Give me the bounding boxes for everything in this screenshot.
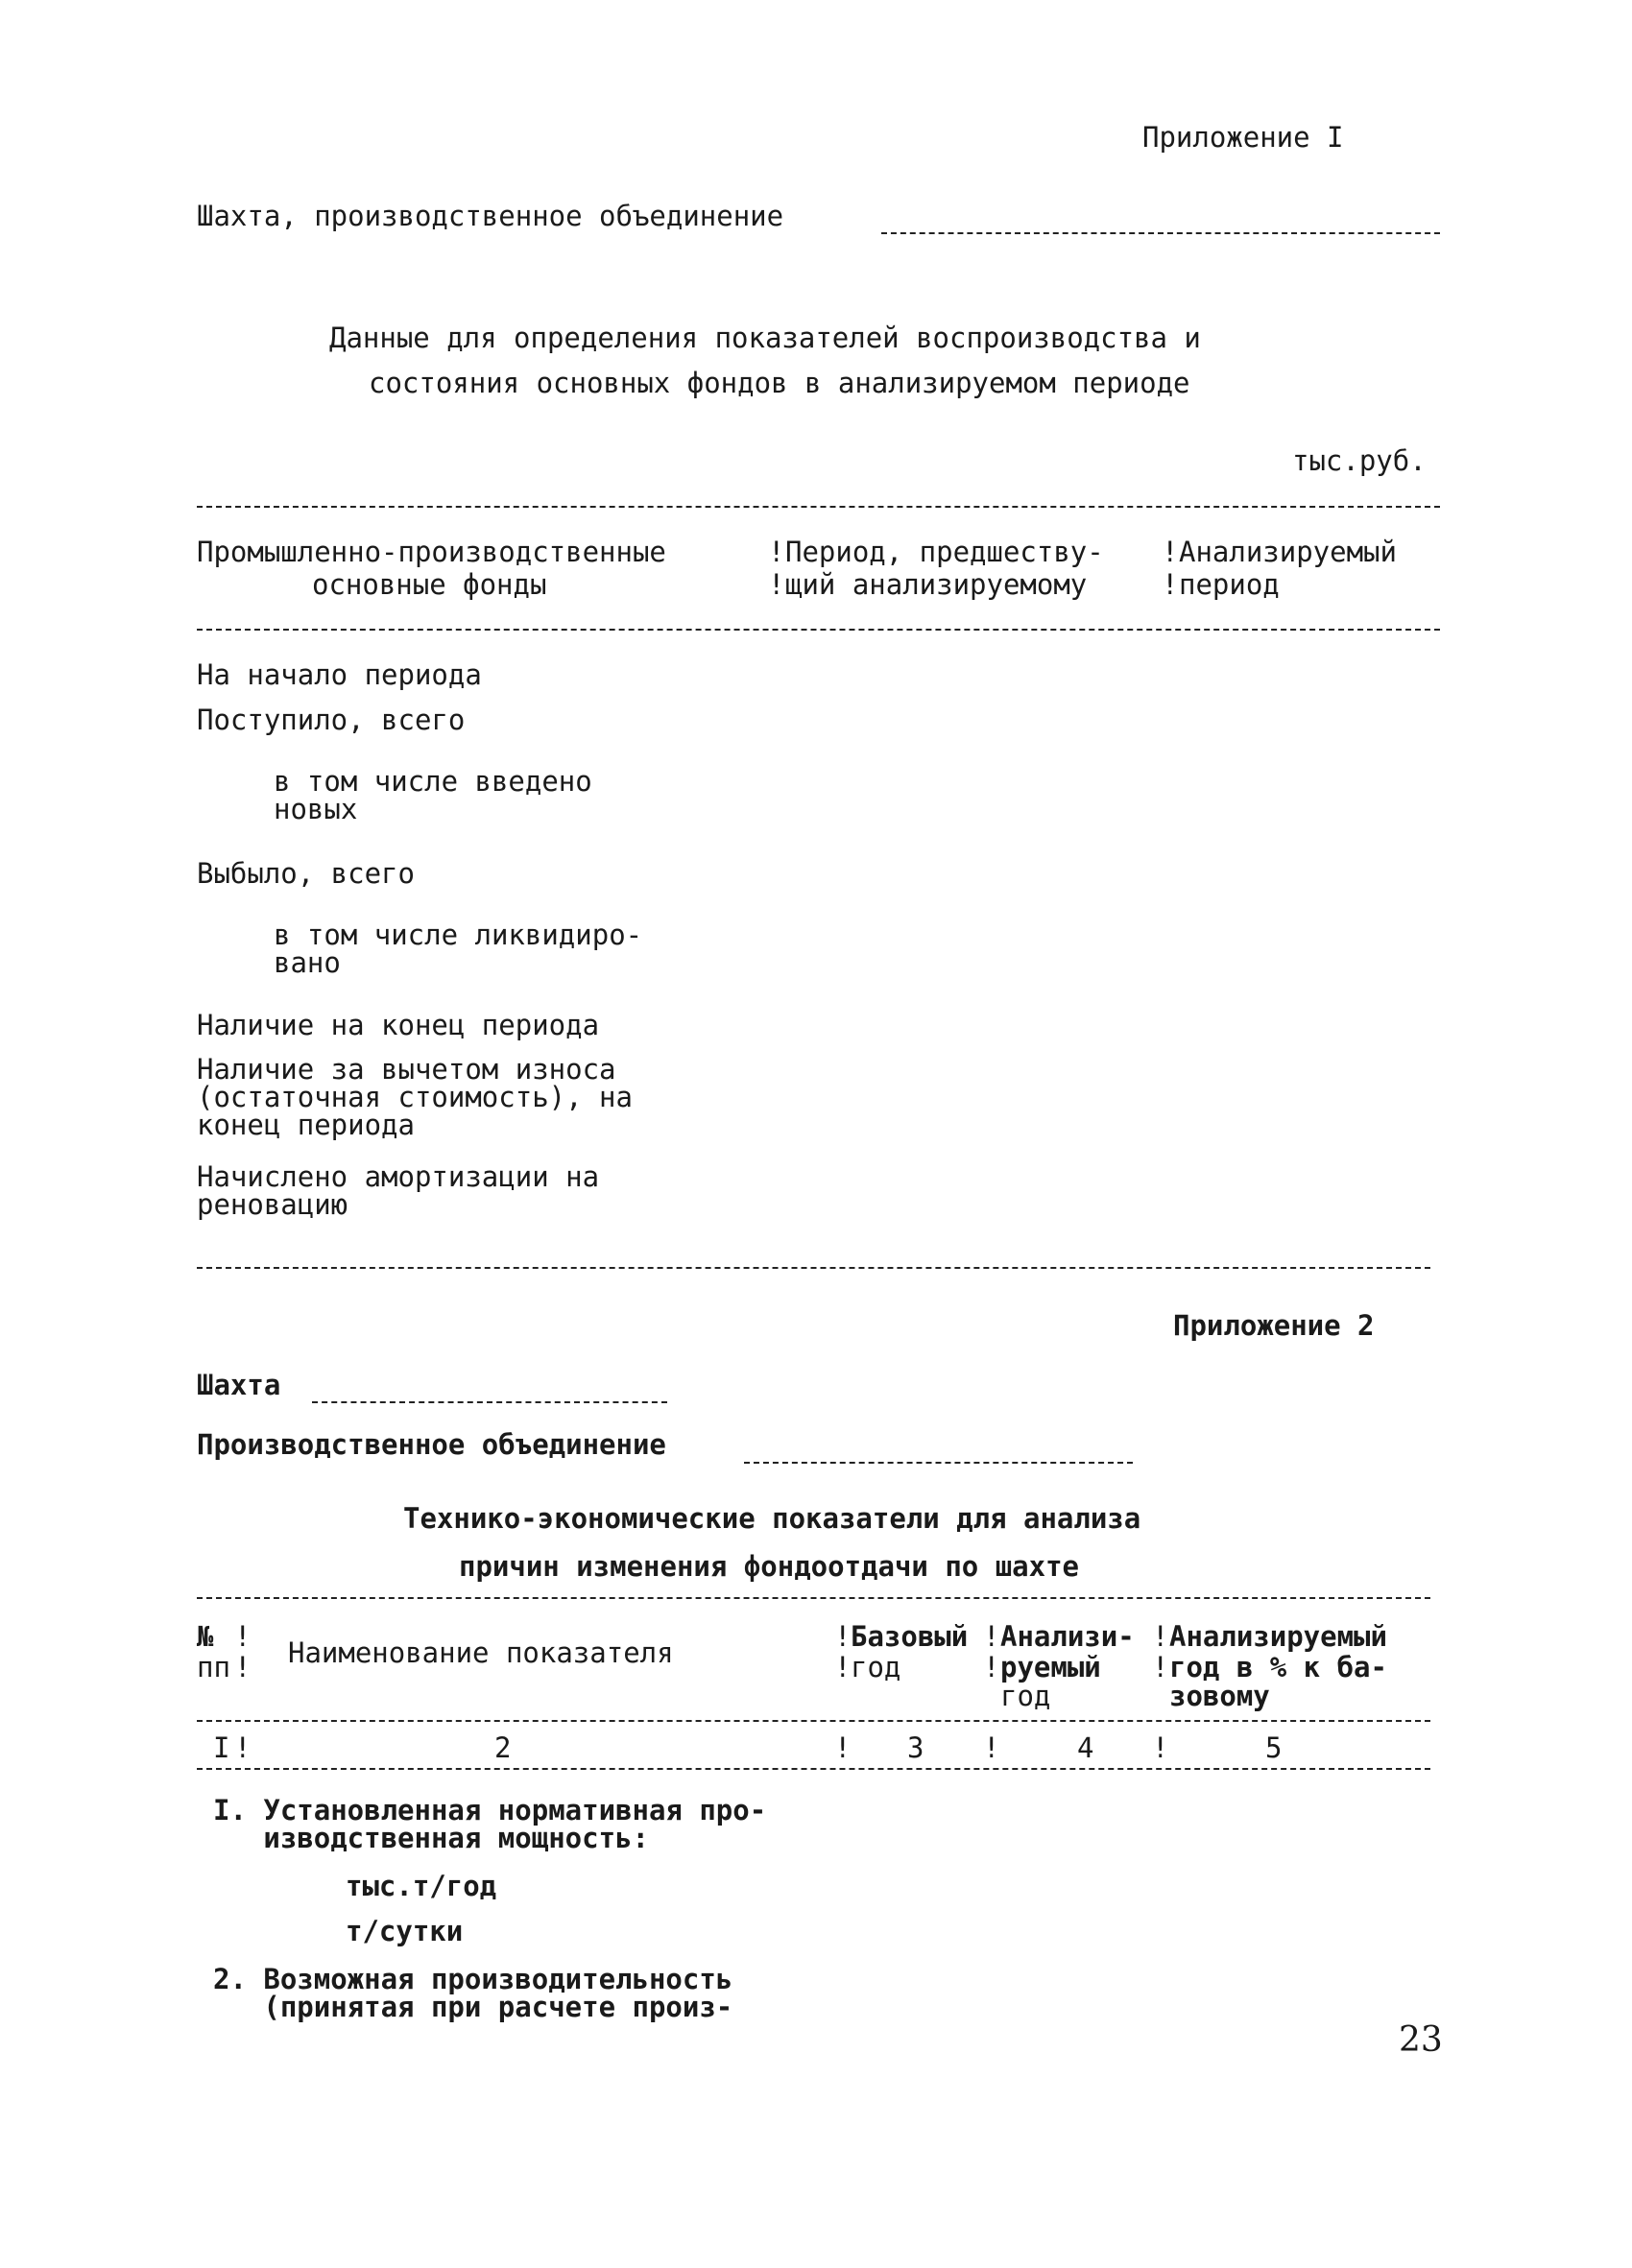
appendix2-title-line1: Технико-экономические показатели для анализа bbox=[403, 1502, 1141, 1535]
table2-colnum-sep4: ! bbox=[1152, 1731, 1169, 1764]
table2-item-productivity: 2. Возможная производительность (принятая при расчете произ- bbox=[213, 1963, 733, 2023]
table1-col2-line2: щий анализируемому bbox=[785, 568, 1088, 601]
table2-colnum-4: 4 bbox=[1077, 1731, 1094, 1764]
table2-col5-line3: зовому bbox=[1169, 1680, 1270, 1712]
table1-header-rule bbox=[197, 629, 1440, 631]
table2-item-ktpy: тыс.т/год bbox=[346, 1870, 497, 1902]
appendix2-mine-label: Шахта bbox=[197, 1369, 281, 1401]
table2-colnum-2: 2 bbox=[494, 1731, 512, 1764]
page-number: 23 bbox=[1399, 2020, 1443, 2060]
table2-col5-line1: Анализируемый bbox=[1169, 1620, 1387, 1653]
table2-col1-line1: № bbox=[197, 1620, 214, 1653]
appendix2-mine-blank[interactable] bbox=[312, 1401, 667, 1403]
table2-col3-line1: Базовый bbox=[851, 1620, 969, 1653]
appendix1-mine-label: Шахта, производственное объединение bbox=[197, 200, 784, 232]
table1-top-rule bbox=[197, 506, 1440, 508]
table2-col5-line2: год в % к ба- bbox=[1169, 1651, 1387, 1683]
table2-numbers-rule bbox=[197, 1768, 1430, 1770]
table2-colnum-sep2: ! bbox=[834, 1731, 852, 1764]
appendix2-label: Приложение 2 bbox=[1173, 1309, 1375, 1342]
table1-sep2-top: ! bbox=[1162, 536, 1179, 568]
appendix1-title-line2: состояния основных фондов в анализируемом периоде bbox=[369, 367, 1190, 399]
table2-sep3-b: ! bbox=[983, 1651, 1000, 1683]
appendix1-unit: тыс.руб. bbox=[1292, 444, 1427, 477]
table2-colnum-1: I bbox=[213, 1731, 230, 1764]
table2-sep2-a: ! bbox=[834, 1620, 852, 1653]
table2-sep1-b: ! bbox=[234, 1651, 252, 1683]
table2-item-tpd: т/сутки bbox=[346, 1915, 464, 1947]
table2-sep4-b: ! bbox=[1152, 1651, 1169, 1683]
table2-header-rule bbox=[197, 1720, 1430, 1722]
appendix2-association-label: Производственное объединение bbox=[197, 1428, 666, 1461]
table2-sep3-a: ! bbox=[983, 1620, 1000, 1653]
table1-sep2-mid: ! bbox=[1162, 568, 1179, 601]
appendix1-title-line1: Данные для определения показателей воспроизводства и bbox=[329, 322, 1201, 354]
table2-colnum-3: 3 bbox=[907, 1731, 924, 1764]
table1-row-residual: Наличие за вычетом износа (остаточная стоимость), на конец периода bbox=[197, 1053, 633, 1141]
table1-sep1-mid: ! bbox=[768, 568, 785, 601]
table2-sep2-b: ! bbox=[834, 1651, 852, 1683]
appendix2-title-line2: причин изменения фондоотдачи по шахте bbox=[459, 1550, 1080, 1583]
table1-col1-line2: основные фонды bbox=[312, 568, 547, 601]
table1-row-liquidated: в том числе ликвидиро- вано bbox=[274, 919, 643, 979]
table1-col1-line1: Промышленно-производственные bbox=[197, 536, 666, 568]
table2-col4-line3: год bbox=[1000, 1680, 1051, 1712]
table2-sep1-a: ! bbox=[234, 1620, 252, 1653]
table2-colnum-sep3: ! bbox=[983, 1731, 1000, 1764]
table2-col3-line2: год bbox=[851, 1651, 901, 1683]
table1-bottom-rule bbox=[197, 1267, 1430, 1269]
table1-row-received: Поступило, всего bbox=[197, 704, 466, 736]
table1-col2-line1: Период, предшеству- bbox=[785, 536, 1104, 568]
table2-colnum-sep1: ! bbox=[234, 1731, 252, 1764]
table2-top-rule bbox=[197, 1597, 1430, 1599]
table2-col4-line1: Анализи- bbox=[1000, 1620, 1135, 1653]
table2-colnum-5: 5 bbox=[1265, 1731, 1283, 1764]
appendix2-association-blank[interactable] bbox=[744, 1462, 1133, 1464]
table1-row-end: Наличие на конец периода bbox=[197, 1009, 600, 1041]
table2-item-capacity: I. Установленная нормативная про- изводственная мощность: bbox=[213, 1794, 767, 1854]
table2-col4-line2: руемый bbox=[1000, 1651, 1101, 1683]
table2-col2: Наименование показателя bbox=[288, 1636, 674, 1669]
appendix1-label: Приложение I bbox=[1142, 121, 1344, 154]
table1-col3-line1: Анализируемый bbox=[1179, 536, 1397, 568]
table2-sep4-a: ! bbox=[1152, 1620, 1169, 1653]
table1-sep1-top: ! bbox=[768, 536, 785, 568]
table1-row-new: в том числе введено новых bbox=[274, 765, 592, 825]
table1-row-retired: Выбыло, всего bbox=[197, 857, 415, 890]
table1-row-start: На начало периода bbox=[197, 658, 482, 691]
table2-col1-line2: пп bbox=[197, 1651, 230, 1683]
table1-row-amortization: Начислено амортизации на реновацию bbox=[197, 1160, 600, 1221]
appendix1-mine-blank[interactable] bbox=[881, 232, 1440, 234]
table1-col3-line2: период bbox=[1179, 568, 1280, 601]
